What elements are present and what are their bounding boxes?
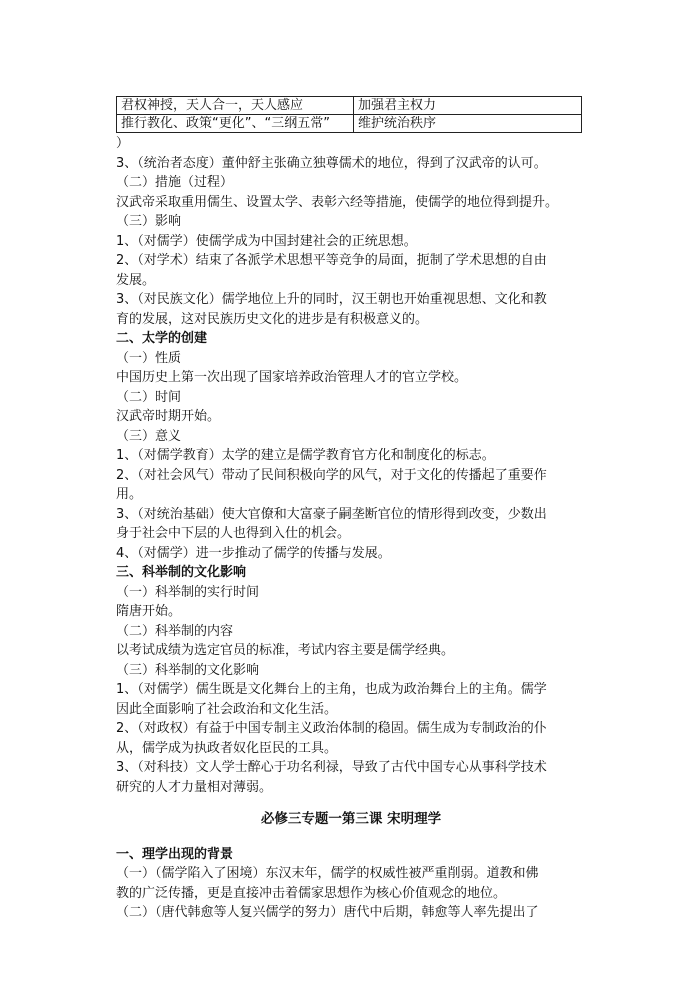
text-line: （二）科举制的内容 xyxy=(116,623,234,639)
section-heading: 一、理学出现的背景 xyxy=(116,846,234,862)
text-line: （三）科举制的文化影响 xyxy=(116,662,260,678)
text-line: 研究的人才力量相对薄弱。 xyxy=(116,779,273,795)
text-line: 育的发展，这对民族历史文化的进步是有积极意义的。 xyxy=(116,311,429,327)
text-line: （一）性质 xyxy=(116,350,182,366)
text-line: 以考试成绩为选定官员的标准，考试内容主要是儒学经典。 xyxy=(116,643,455,658)
table-row xyxy=(117,97,582,115)
text-block-confucianism xyxy=(116,134,586,797)
text-line: 教的广泛传播，更是直接冲击着儒家思想作为核心价值观念的地位。 xyxy=(116,885,507,901)
text-line: 2、（对学术）结束了各派学术思想平等竞争的局面，扼制了学术思想的自由 xyxy=(116,253,547,268)
section-title: 必修三专题一第三课 宋明理学 xyxy=(260,811,442,827)
text-line: 隋唐开始。 xyxy=(116,604,182,619)
table-cell: 君权神授，天人合一，天人感应 xyxy=(117,97,354,115)
section-heading: 二、太学的创建 xyxy=(116,331,208,346)
text-line: 3、（对科技）文人学士醉心于功名利禄，导致了古代中国专心从事科学技术 xyxy=(116,760,547,775)
text-line: 1、（对儒学）儒生既是文化舞台上的主角，也成为政治舞台上的主角。儒学 xyxy=(116,682,547,697)
text-line: 3、（对统治基础）使大官僚和大富豪子嗣垄断官位的情形得到改变，少数出 xyxy=(116,506,547,522)
text-line: （二）（唐代韩愈等人复兴儒学的努力）唐代中后期，韩愈等人率先提出了 xyxy=(116,905,539,920)
table-cell: 维护统治秩序 xyxy=(354,115,582,133)
text-line: 汉武帝采取重用儒生、设置太学、表彰六经等措施，使儒学的地位得到提升。 xyxy=(116,194,559,210)
table-cell: 加强君主权力 xyxy=(354,97,582,115)
text-line: （一）（儒学陷入了困境）东汉末年，儒学的权威性被严重削弱。道教和佛 xyxy=(116,866,539,881)
text-line: （三）意义 xyxy=(116,428,182,444)
text-line: 汉武帝时期开始。 xyxy=(116,409,221,424)
text-line: （一）科举制的实行时间 xyxy=(116,584,260,600)
section-heading: 三、科举制的文化影响 xyxy=(116,565,247,580)
text-line: 3、（统治者态度）董仲舒主张确立独尊儒术的地位，得到了汉武帝的认可。 xyxy=(116,155,547,171)
text-line: 1、（对儒学教育）太学的建立是儒学教育官方化和制度化的标志。 xyxy=(116,448,495,463)
text-line: 4、（对儒学）进一步推动了儒学的传播与发展。 xyxy=(116,545,391,561)
text-line: 身于社会中下层的人也得到入仕的机会。 xyxy=(116,526,351,541)
text-line: 3、（对民族文化）儒学地位上升的同时，汉王朝也开始重视思想、文化和教 xyxy=(116,292,547,307)
text-line: 2、（对政权）有益于中国专制主义政治体制的稳固。儒生成为专制政治的仆 xyxy=(116,721,547,736)
summary-table xyxy=(116,96,582,133)
text-line: 2、（对社会风气）带动了民间积极向学的风气，对于文化的传播起了重要作 xyxy=(116,467,547,483)
table-cell: 推行教化、政策“更化”、“三纲五常” xyxy=(117,115,354,133)
text-line: 因此全面影响了社会政治和文化生活。 xyxy=(116,701,338,717)
text-line: （二）时间 xyxy=(116,389,182,405)
text-line: 发展。 xyxy=(116,272,156,288)
text-line: 中国历史上第一次出现了国家培养政治管理人才的官立学校。 xyxy=(116,370,468,385)
text-block-neo-confucianism xyxy=(116,845,586,923)
text-line: ） xyxy=(116,136,130,151)
text-line: （三）影响 xyxy=(116,214,182,229)
text-line: 用。 xyxy=(116,487,143,502)
document-body xyxy=(116,134,586,923)
text-line: （二）措施（过程） xyxy=(116,175,234,190)
text-line: 从，儒学成为执政者奴化臣民的工具。 xyxy=(116,740,338,756)
text-line: 1、（对儒学）使儒学成为中国封建社会的正统思想。 xyxy=(116,233,417,249)
table-row xyxy=(117,115,582,133)
